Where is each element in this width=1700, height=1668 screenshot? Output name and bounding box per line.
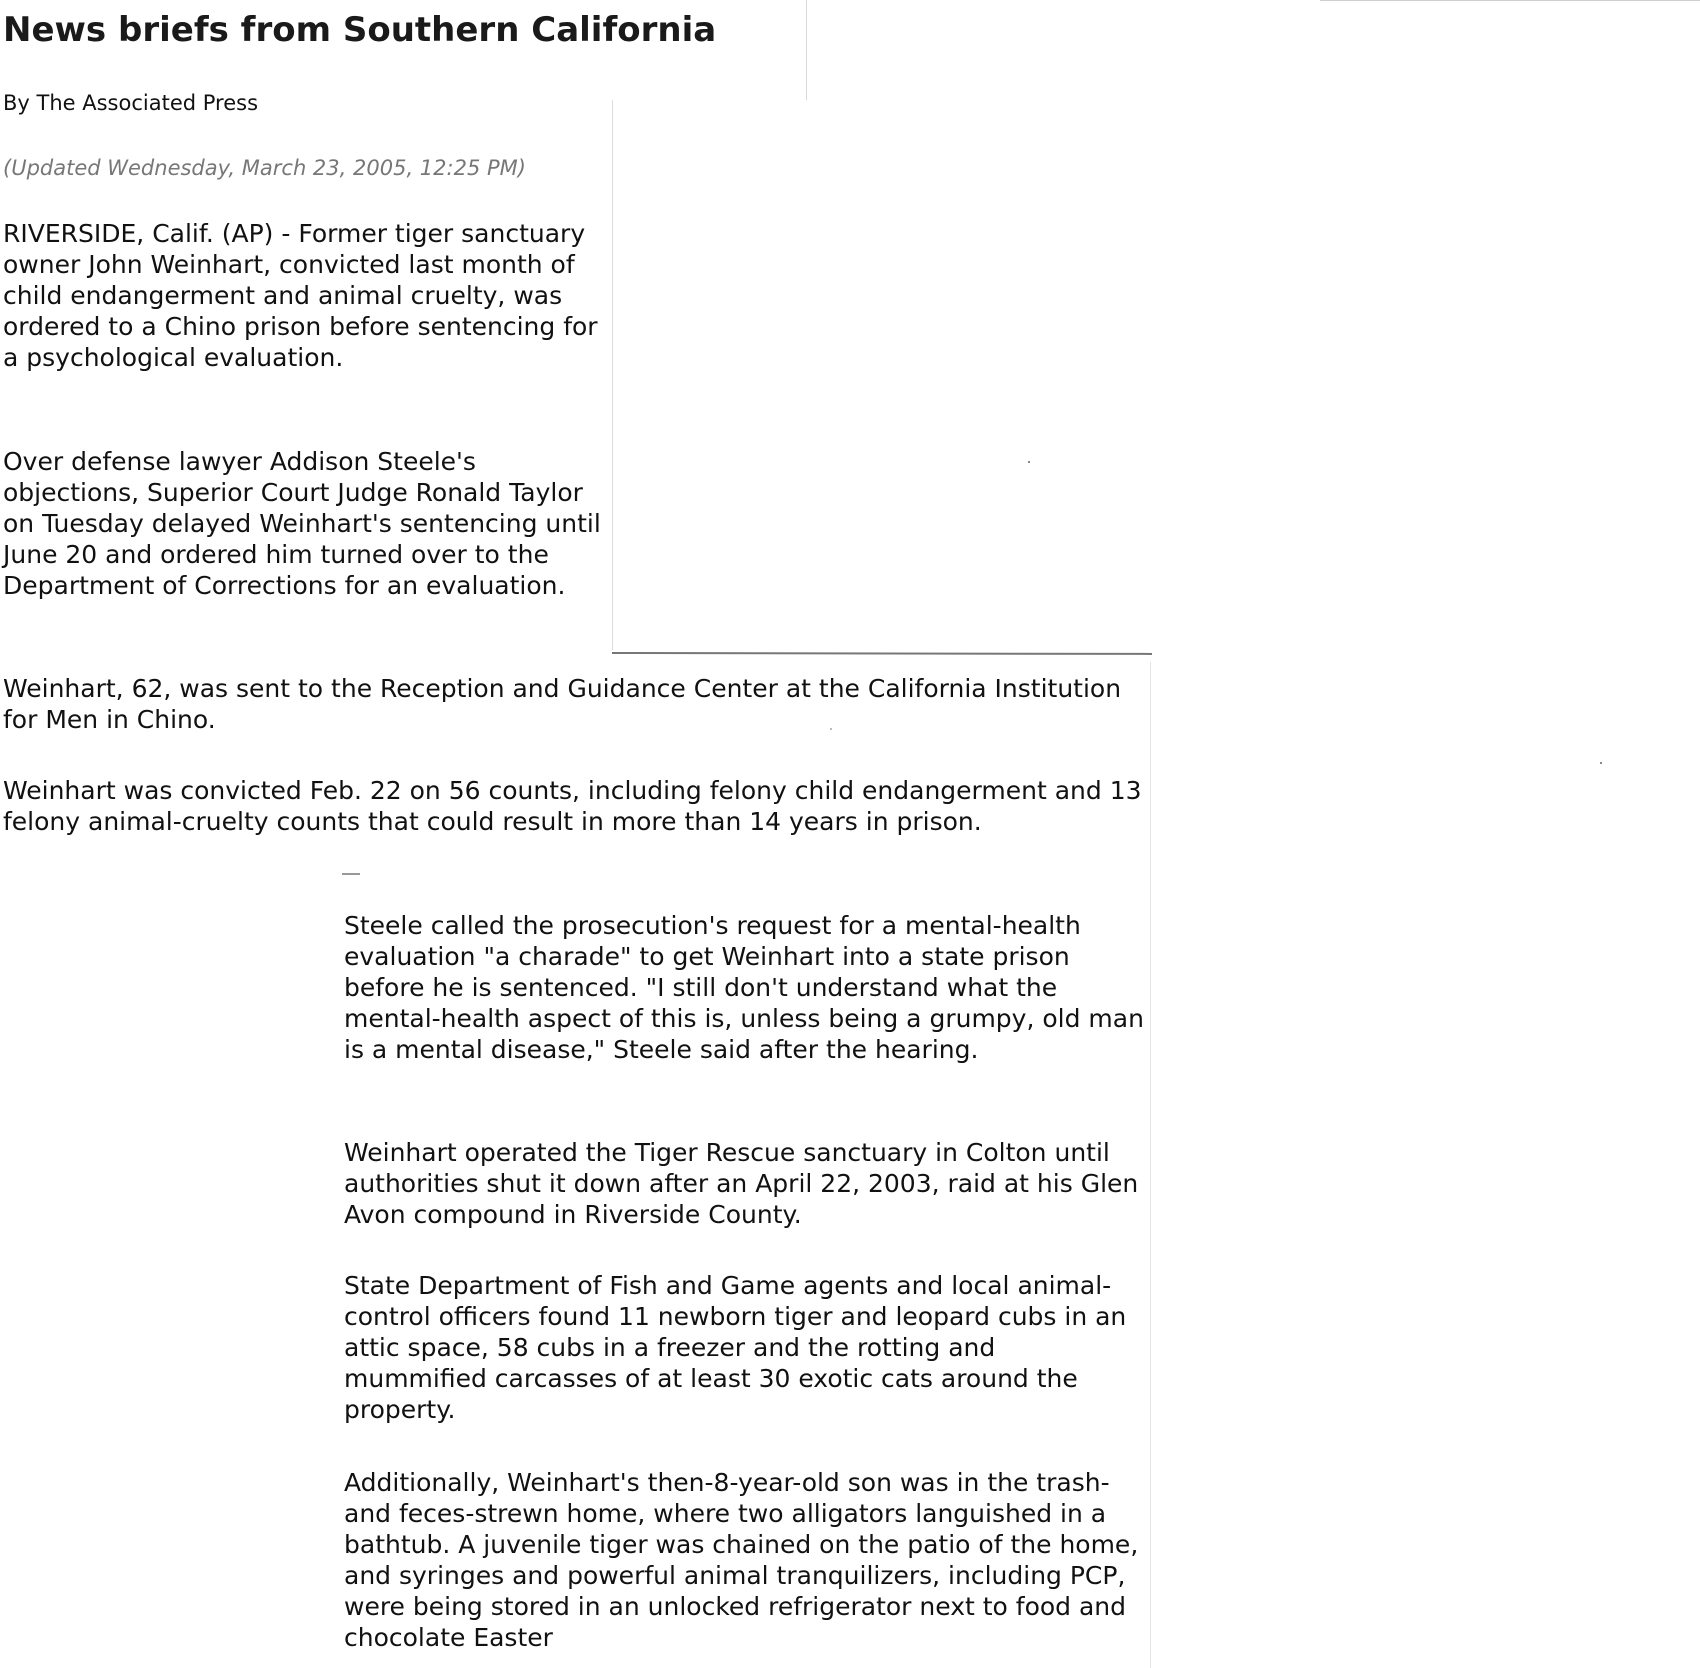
scan-speck (1600, 762, 1602, 764)
scan-edge-top (1320, 0, 1700, 1)
article-paragraph: Weinhart operated the Tiger Rescue sanctuary in Colton until authorities shut it down after an April 22, 2003, raid at his Glen Avon compound in Riverside County. (344, 1138, 1139, 1229)
article-paragraph: Weinhart, 62, was sent to the Reception and Guidance Center at the California Institution for Men in Chino. (3, 674, 1122, 734)
article-updated-timestamp: (Updated Wednesday, March 23, 2005, 12:25 PM) (3, 156, 526, 180)
article-paragraph: Weinhart was convicted Feb. 22 on 56 counts, including felony child endangerment and 13 felony animal-cruelty counts that could result in more than 14 years in prison. (3, 776, 1142, 836)
article-paragraph: Over defense lawyer Addison Steele's objections, Superior Court Judge Ronald Taylor on Tuesday delayed Weinhart's sentencing until June 20 and ordered him turned over to the Department of Corrections for an evaluation. (3, 447, 601, 600)
article-headline: News briefs from Southern California (3, 10, 717, 50)
scan-edge-vertical (806, 0, 807, 100)
article-paragraph: Additionally, Weinhart's then-8-year-old son was in the trash- and feces-strewn home, where two alligators languished in a bathtub. A juvenile tiger was chained on the patio of the home, and syringes and powerful animal tranquilizers, including PCP, were being stored in an unlocked refrigerator next to food and chocolate Easter (344, 1468, 1139, 1652)
scan-speck (342, 873, 360, 875)
scan-edge-vertical (1150, 662, 1151, 1668)
scan-edge-vertical (612, 100, 613, 650)
article-byline: By The Associated Press (3, 91, 259, 115)
article-paragraph: State Department of Fish and Game agents and local animal-control officers found 11 newborn tiger and leopard cubs in an attic space, 58 cubs in a freezer and the rotting and mummified carcasses of at least 30 exotic cats around the property. (344, 1271, 1127, 1424)
clipping-edge-line (612, 652, 1152, 655)
scan-speck (1028, 461, 1030, 463)
article-paragraph: Steele called the prosecution's request for a mental-health evaluation "a charade" to get Weinhart into a state prison before he is sentenced. "I still don't understand what the mental-health aspect of this is, unless being a grumpy, old man is a mental disease," Steele said after the hearing. (344, 911, 1144, 1064)
article-paragraph: RIVERSIDE, Calif. (AP) - Former tiger sanctuary owner John Weinhart, convicted last month of child endangerment and animal cruelty, was ordered to a Chino prison before sentencing for a psychological evaluation. (3, 219, 598, 372)
